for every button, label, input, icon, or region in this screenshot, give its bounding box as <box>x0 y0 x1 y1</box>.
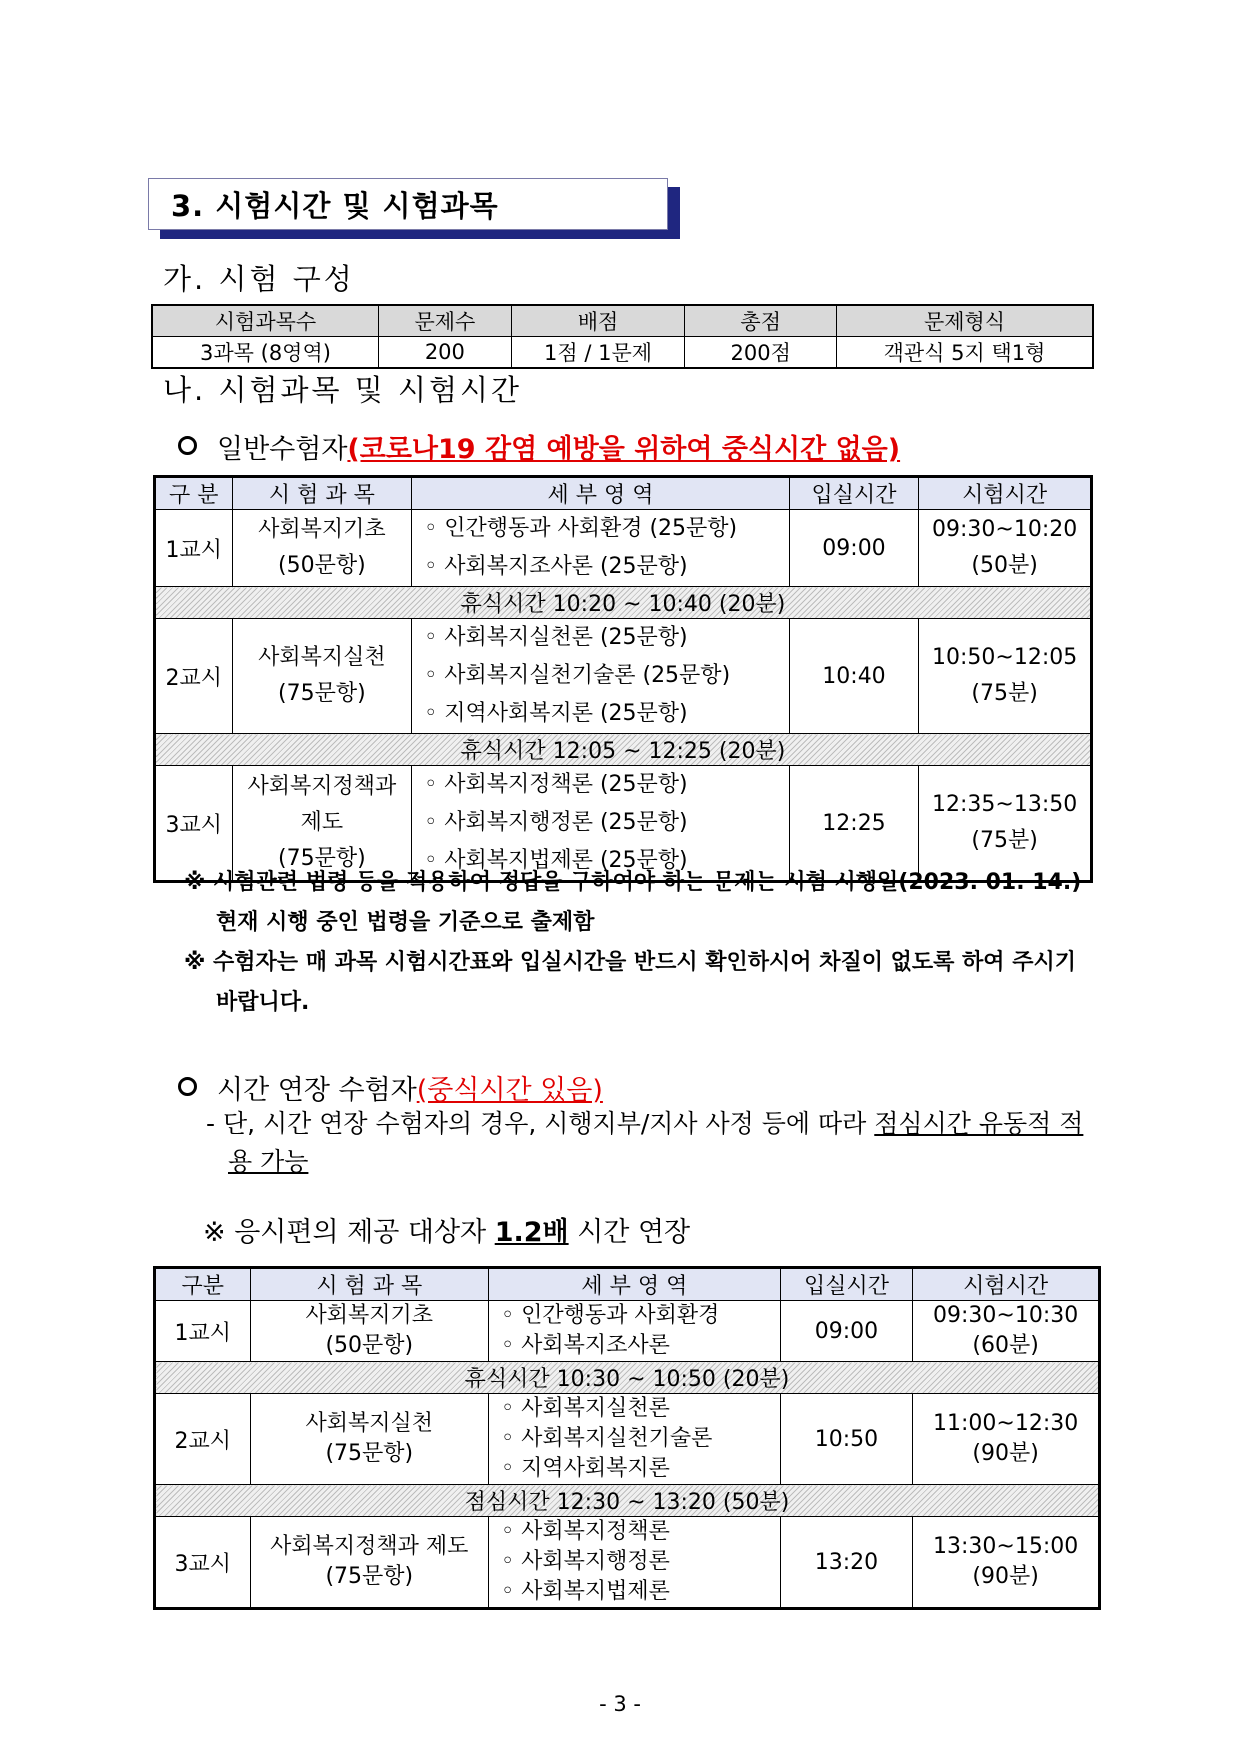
general-note: (코로나19 감염 예방을 위하여 중식시간 없음) <box>347 434 901 465</box>
header-cell: 시 험 과 목 <box>232 477 412 510</box>
break-cell <box>155 1485 1100 1517</box>
header-cell: 구 분 <box>155 477 233 510</box>
break-text: 휴식시간 10:20 ~ 10:40 (20분) <box>460 592 786 617</box>
schedule-row <box>155 1301 1100 1362</box>
subject-name: 사회복지정책과 제도 <box>270 1534 469 1559</box>
break-row <box>155 734 1092 766</box>
header-cell: 구분 <box>155 1268 251 1301</box>
area-item: ◦ 인간행동과 사회환경 (25문항) <box>424 516 738 541</box>
subject-name: 제도 <box>300 810 344 835</box>
break-row <box>155 1485 1100 1517</box>
area-item: ◦ 인간행동과 사회환경 <box>501 1303 720 1328</box>
note-item: ※ 시험관련 법령 등을 적용하여 정답을 구하여야 하는 문제는 시험 시행일(2023. 01. 14.) 현재 시행 중인 법령을 기준으로 출제함 <box>184 870 1082 935</box>
page-number: - 3 - <box>599 1692 641 1716</box>
subject-count: (75문항) <box>278 846 366 871</box>
schedule-row <box>155 1394 1100 1485</box>
break-text: 휴식시간 10:30 ~ 10:50 (20분) <box>464 1367 790 1392</box>
area-item: ◦ 지역사회복지론 (25문항) <box>424 701 688 726</box>
entry-time-cell: 10:40 <box>789 619 918 734</box>
area-item: ◦ 사회복지조사론 (25문항) <box>424 554 688 579</box>
notes-block <box>184 863 1104 1023</box>
area-item: ◦ 사회복지실천기술론 (25문항) <box>424 663 731 688</box>
break-cell <box>155 734 1092 766</box>
area-item: ◦ 지역사회복지론 <box>501 1456 670 1481</box>
exam-time-range: 11:00~12:30 <box>933 1411 1079 1436</box>
subject-cell <box>250 1394 489 1485</box>
exam-time-cell <box>919 619 1092 734</box>
entry-time-cell: 12:25 <box>789 766 918 882</box>
exam-time-cell <box>913 1394 1100 1485</box>
exam-duration: (75분) <box>971 681 1038 706</box>
entry-time-cell: 13:20 <box>780 1517 913 1609</box>
subject-name: 사회복지정책과 <box>247 774 397 799</box>
header-cell: 배점 <box>511 305 685 337</box>
period-cell: 3교시 <box>155 1517 251 1609</box>
value-cell: 3과목 (8영역) <box>152 337 378 369</box>
subject-count: (75문항) <box>278 681 366 706</box>
area-item: ◦ 사회복지정책론 <box>501 1519 670 1544</box>
note-item: ※ 수험자는 매 과목 시험시간표와 입실시간을 반드시 확인하시어 차질이 없도록 하여 주시기 바랍니다. <box>184 950 1076 1015</box>
header-cell: 시험시간 <box>913 1268 1100 1301</box>
area-item: ◦ 사회복지정책론 (25문항) <box>424 772 688 797</box>
dash-note-underlined: 점심시간 유동적 적용 가능 <box>228 1109 1084 1176</box>
exam-time-range: 12:35~13:50 <box>931 792 1078 817</box>
header-cell: 입실시간 <box>780 1268 913 1301</box>
exam-duration: (90분) <box>972 1441 1039 1466</box>
extension-prefix: ※ 응시편의 제공 대상자 <box>203 1217 495 1248</box>
break-text: 점심시간 12:30 ~ 13:20 (50분) <box>464 1490 790 1515</box>
entry-time-cell: 10:50 <box>780 1394 913 1485</box>
general-schedule-table <box>153 475 1093 883</box>
header-cell: 시험과목수 <box>152 305 378 337</box>
extended-candidates-line <box>178 1068 603 1107</box>
break-text: 휴식시간 12:05 ~ 12:25 (20분) <box>460 739 786 764</box>
extended-note: (중식시간 있음) <box>416 1075 603 1106</box>
break-row <box>155 587 1092 619</box>
period-cell: 1교시 <box>155 510 233 587</box>
area-item: ◦ 사회복지법제론 <box>501 1579 670 1604</box>
schedule-row <box>155 510 1092 587</box>
subject-count: (75문항) <box>325 1441 414 1466</box>
subject-name: 사회복지실천 <box>305 1411 434 1436</box>
period-cell: 1교시 <box>155 1301 251 1362</box>
exam-time-cell <box>913 1301 1100 1362</box>
area-item: ◦ 사회복지행정론 (25문항) <box>424 810 688 835</box>
section-title-box <box>148 178 668 230</box>
entry-time-cell: 09:00 <box>789 510 918 587</box>
exam-time-range: 13:30~15:00 <box>933 1534 1079 1559</box>
extension-line <box>203 1210 690 1249</box>
area-item: ◦ 사회복지실천론 <box>501 1396 670 1421</box>
schedule-row <box>155 1517 1100 1609</box>
composition-heading: 가. 시험 구성 <box>163 262 355 296</box>
break-cell <box>155 587 1092 619</box>
general-label: 일반수험자 <box>217 434 348 465</box>
header-cell: 문제형식 <box>837 305 1093 337</box>
header-cell: 문제수 <box>378 305 511 337</box>
subject-name: 사회복지기초 <box>258 517 386 542</box>
header-cell: 입실시간 <box>789 477 918 510</box>
exam-time-range: 10:50~12:05 <box>931 645 1078 670</box>
subject-name: 사회복지기초 <box>305 1303 434 1328</box>
circle-bullet-icon <box>178 436 197 455</box>
exam-duration: (60분) <box>972 1333 1039 1358</box>
break-cell <box>155 1362 1100 1394</box>
period-cell: 2교시 <box>155 619 233 734</box>
subject-cell <box>250 1301 489 1362</box>
areas-cell <box>489 1517 781 1609</box>
header-cell: 세 부 영 역 <box>412 477 790 510</box>
subject-count: (75문항) <box>325 1564 414 1589</box>
extended-label: 시간 연장 수험자 <box>217 1075 417 1106</box>
value-cell: 200점 <box>685 337 837 369</box>
subject-cell <box>232 510 412 587</box>
entry-time-cell: 09:00 <box>780 1301 913 1362</box>
schedule-row <box>155 619 1092 734</box>
composition-header-row <box>152 305 1093 337</box>
subjects-heading: 나. 시험과목 및 시험시간 <box>163 373 523 407</box>
subject-cell <box>232 619 412 734</box>
composition-table <box>151 304 1094 369</box>
areas-cell <box>489 1394 781 1485</box>
exam-duration: (75분) <box>971 828 1038 853</box>
section-title: 3. 시험시간 및 시험과목 <box>171 188 499 223</box>
area-item: ◦ 사회복지조사론 <box>501 1333 670 1358</box>
value-cell: 객관식 5지 택1형 <box>837 337 1093 369</box>
value-cell: 1점 / 1문제 <box>511 337 685 369</box>
exam-time-cell <box>919 510 1092 587</box>
areas-cell <box>412 510 790 587</box>
area-item: ◦ 사회복지행정론 <box>501 1549 670 1574</box>
general-candidates-line <box>178 427 900 466</box>
value-cell: 200 <box>378 337 511 369</box>
area-item: ◦ 사회복지법제론 (25문항) <box>424 848 688 873</box>
exam-time-cell <box>913 1517 1100 1609</box>
area-item: ◦ 사회복지실천론 (25문항) <box>424 625 688 650</box>
subject-count: (50문항) <box>325 1333 414 1358</box>
extension-factor: 1.2배 <box>494 1217 569 1248</box>
subject-cell <box>250 1517 489 1609</box>
exam-time-range: 09:30~10:30 <box>933 1303 1079 1328</box>
circle-bullet-icon <box>178 1077 197 1096</box>
dash-note-text: - 단, 시간 연장 수험자의 경우, 시행지부/지사 사정 등에 따라 <box>206 1109 875 1138</box>
schedule-header-row <box>155 477 1092 510</box>
subject-name: 사회복지실천 <box>258 645 386 670</box>
header-cell: 총점 <box>685 305 837 337</box>
subject-count: (50문항) <box>278 553 366 578</box>
extended-schedule-table <box>153 1266 1101 1610</box>
period-cell: 3교시 <box>155 766 233 882</box>
exam-duration: (50분) <box>971 553 1038 578</box>
exam-duration: (90분) <box>972 1564 1039 1589</box>
period-cell: 2교시 <box>155 1394 251 1485</box>
schedule-header-row <box>155 1268 1100 1301</box>
break-row <box>155 1362 1100 1394</box>
header-cell: 시 험 과 목 <box>250 1268 489 1301</box>
areas-cell <box>489 1301 781 1362</box>
extension-suffix: 시간 연장 <box>568 1217 691 1248</box>
header-cell: 세 부 영 역 <box>489 1268 781 1301</box>
exam-time-range: 09:30~10:20 <box>931 517 1078 542</box>
areas-cell <box>412 619 790 734</box>
extended-dash-note <box>206 1105 1101 1181</box>
composition-value-row <box>152 337 1093 369</box>
area-item: ◦ 사회복지실천기술론 <box>501 1426 713 1451</box>
header-cell: 시험시간 <box>919 477 1092 510</box>
